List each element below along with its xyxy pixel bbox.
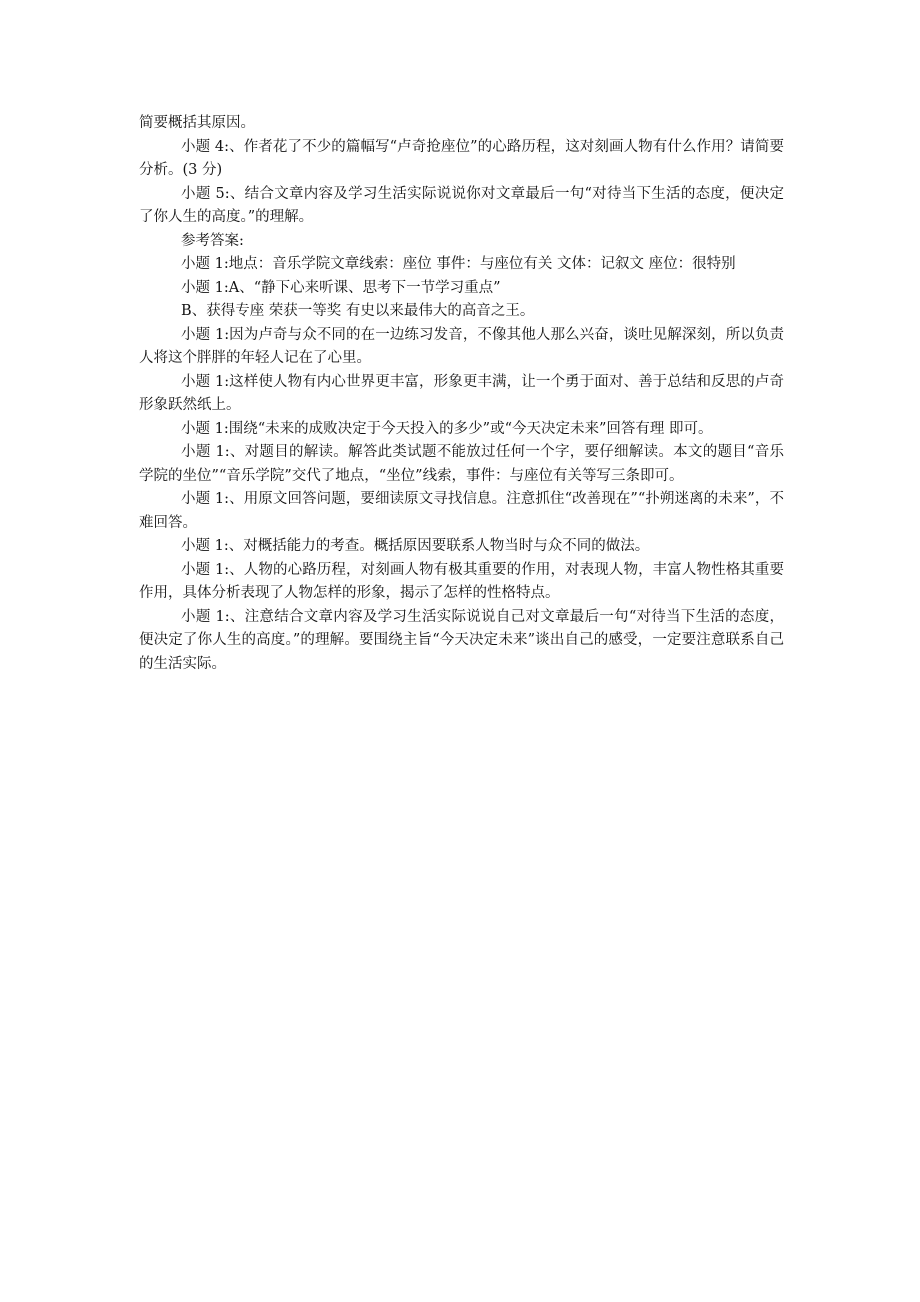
paragraph: 小题 4:、作者花了不少的篇幅写“卢奇抢座位”的心路历程，这对刻画人物有什么作用？请简要分析。(3 分) <box>139 138 784 178</box>
paragraph: 简要概括其原因。 <box>139 115 255 131</box>
paragraph: 小题 1:因为卢奇与众不同的在一边练习发音，不像其他人那么兴奋，谈吐见解深刻，所以负责人将这个胖胖的年轻人记在了心里。 <box>139 326 784 366</box>
paragraph: 小题 1:、人物的心路历程，对刻画人物有极其重要的作用，对表现人物，丰富人物性格其重要作用，具体分析表现了人物怎样的形象，揭示了怎样的性格特点。 <box>139 561 784 601</box>
paragraph: 小题 1:这样使人物有内心世界更丰富，形象更丰满，让一个勇于面对、善于总结和反思的卢奇形象跃然纸上。 <box>139 373 784 413</box>
paragraph: 小题 1:围绕“未来的成败决定于今天投入的多少”或“今天决定未来”回答有理 即可。 <box>181 420 713 437</box>
paragraph: 小题 5:、结合文章内容及学习生活实际说说你对文章最后一句“对待当下生活的态度，便决定了你人生的高度。”的理解。 <box>139 185 784 225</box>
paragraph: 小题 1:、注意结合文章内容及学习生活实际说说自己对文章最后一句“对待当下生活的态度，便决定了你人生的高度。”的理解。要围绕主旨“今天决定未来”谈出自己的感受，一定要注意联系自己的生活实际。 <box>139 608 784 672</box>
paragraph: 小题 1:地点：音乐学院文章线索：座位 事件：与座位有关 文体：记叙文 座位：很特别 <box>181 256 736 272</box>
document-body <box>139 112 784 676</box>
paragraph: 小题 1:、对概括能力的考查。概括原因要联系人物当时与众不同的做法。 <box>181 538 650 554</box>
paragraph: 小题 1:、对题目的解读。解答此类试题不能放过任何一个字，要仔细解读。本文的题目“音乐学院的坐位”“音乐学院”交代了地点，“坐位”线索，事件：与座位有关等写三条即可。 <box>139 444 784 484</box>
paragraph: B、获得专座 荣获一等奖 有史以来最伟大的高音之王。 <box>181 303 535 319</box>
answer-heading: 参考答案: <box>181 232 244 249</box>
paragraph: 小题 1:、用原文回答问题，要细读原文寻找信息。注意抓住“改善现在”“扑朔迷离的未来”，不难回答。 <box>139 491 784 531</box>
paragraph: 小题 1:A、“静下心来听课、思考下一节学习重点” <box>181 279 501 296</box>
